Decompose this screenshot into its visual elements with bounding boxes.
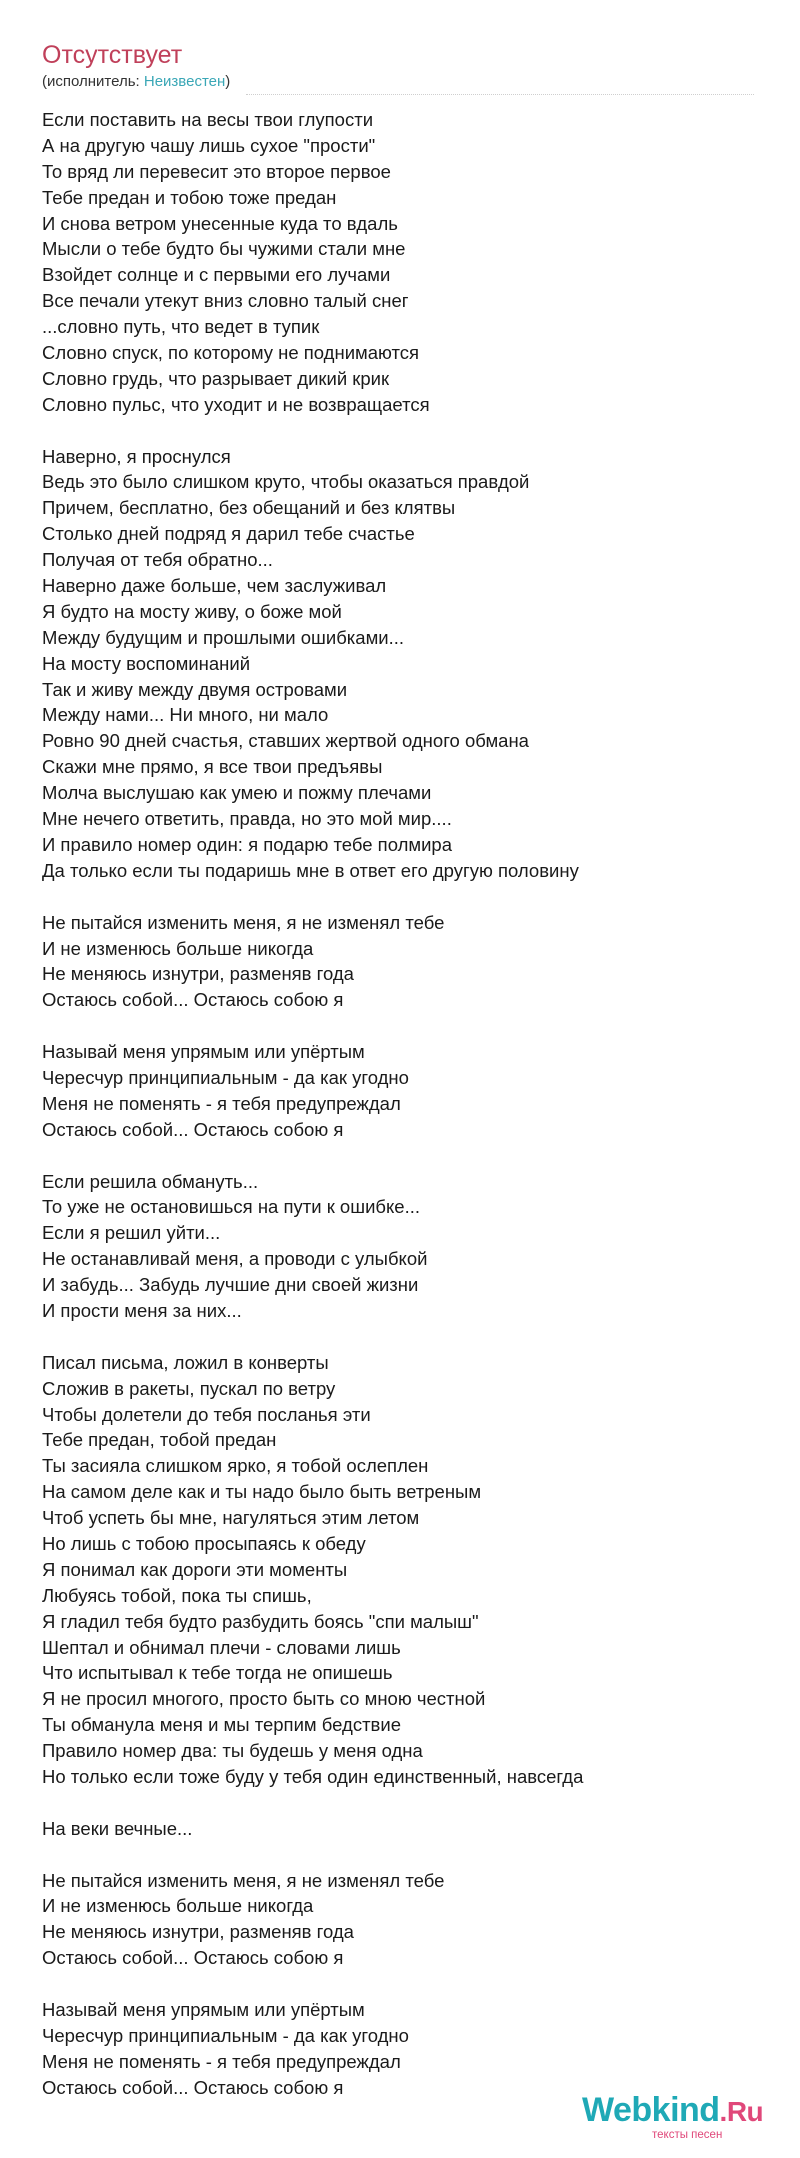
lyric-line: Если решила обмануть... (42, 1170, 259, 1192)
lyric-line: Не меняюсь изнутри, разменяв года (42, 1921, 354, 1943)
lyric-line: Ведь это было слишком круто, чтобы оказаться правдой (42, 471, 530, 493)
lyric-line: Молча выслушаю как умею и пожму плечами (42, 782, 432, 804)
lyric-line: Между нами... Ни много, ни мало (42, 704, 329, 726)
lyric-line: Не пытайся изменить меня, я не изменял тебе (42, 911, 445, 933)
lyric-line: Я не просил многого, просто быть со мною честной (42, 1688, 486, 1710)
lyric-line: Получая от тебя обратно... (42, 549, 273, 571)
lyric-line: Что испытывал к тебе тогда не опишешь (42, 1662, 393, 1684)
lyric-blank-line (42, 1842, 752, 1868)
artist-link[interactable]: Неизвестен (143, 73, 226, 90)
lyric-line: И забудь... Забудь лучшие дни своей жизни (42, 1274, 419, 1296)
artist-suffix: ) (225, 73, 231, 90)
lyric-line: Мне нечего ответить, правда, но это мой мир.... (42, 808, 452, 830)
lyric-line: Причем, бесплатно, без обещаний и без клятвы (42, 497, 456, 519)
lyric-line: Чересчур принципиальным - да как угодно (42, 2024, 409, 2046)
lyric-line: Я будто на мосту живу, о боже мой (42, 600, 342, 622)
lyric-line: Не меняюсь изнутри, разменяв года (42, 963, 354, 985)
lyric-blank-line (42, 1143, 752, 1169)
lyric-line: Ровно 90 дней счастья, ставших жертвой одного обмана (42, 730, 529, 752)
lyric-line: Тебе предан и тобою тоже предан (42, 186, 337, 208)
lyric-line: Мысли о тебе будто бы чужими стали мне (42, 238, 406, 260)
lyric-line: Чтоб успеть бы мне, нагуляться этим летом (42, 1507, 420, 1529)
lyric-line: Если поставить на весы твои глупости (42, 109, 374, 130)
lyric-line: Правило номер два: ты будешь у меня одна (42, 1740, 423, 1762)
lyric-line: Ты обманула меня и мы терпим бедствие (42, 1714, 401, 1736)
lyric-line: Словно спуск, по которому не поднимаются (42, 342, 420, 364)
lyric-line: Сложив в ракеты, пускал по ветру (42, 1377, 336, 1399)
lyric-line: И не изменюсь больше никогда (42, 1895, 314, 1917)
lyric-line: Взойдет солнце и с первыми его лучами (42, 264, 391, 286)
song-title: Отсутствует (42, 41, 183, 69)
watermark-logo (582, 2090, 763, 2132)
lyric-blank-line (42, 884, 752, 910)
lyric-line: Чтобы долетели до тебя посланья эти (42, 1403, 371, 1425)
lyric-line: Чересчур принципиальным - да как угодно (42, 1066, 409, 1088)
lyric-line: На самом деле как и ты надо было быть ветреным (42, 1481, 482, 1503)
lyric-line: Не останавливай меня, а проводи с улыбкой (42, 1248, 428, 1270)
lyric-line: Между будущим и прошлыми ошибками... (42, 626, 405, 648)
lyric-blank-line (42, 1013, 752, 1039)
lyric-line: Наверно, я проснулся (42, 445, 231, 467)
watermark-brand: Webkind (582, 2091, 720, 2129)
lyric-line: Я гладил тебя будто разбудить боясь "спи малыш" (42, 1610, 479, 1632)
lyric-line: Меня не поменять - я тебя предупреждал (42, 2050, 401, 2072)
watermark-tld: .Ru (719, 2096, 764, 2127)
lyric-line: Меня не поменять - я тебя предупреждал (42, 1092, 401, 1114)
artist-prefix: (исполнитель: (42, 73, 144, 90)
header-divider (246, 94, 754, 95)
lyric-line: А на другую чашу лишь сухое "прости" (42, 134, 376, 156)
watermark-tagline: тексты песен (652, 2129, 723, 2141)
lyric-line: Остаюсь собой... Остаюсь собою я (42, 1947, 344, 1969)
lyric-line: На мосту воспоминаний (42, 652, 251, 674)
lyric-line: Словно грудь, что разрывает дикий крик (42, 367, 390, 389)
lyric-line: То вряд ли перевесит это второе первое (42, 160, 391, 182)
lyric-blank-line (42, 418, 752, 444)
lyric-line: То уже не остановишься на пути к ошибке... (42, 1196, 421, 1218)
lyric-line: Наверно даже больше, чем заслуживал (42, 575, 387, 597)
lyric-line: Любуясь тобой, пока ты спишь, (42, 1584, 312, 1606)
lyric-line: И правило номер один: я подарю тебе полмира (42, 833, 453, 855)
lyric-line: Да только если ты подаришь мне в ответ его другую половину (42, 859, 579, 881)
lyric-blank-line (42, 1324, 752, 1350)
lyric-line: На веки вечные... (42, 1817, 193, 1839)
lyric-line: И прости меня за них... (42, 1299, 242, 1321)
lyric-line: И не изменюсь больше никогда (42, 937, 314, 959)
lyric-line: Писал письма, ложил в конверты (42, 1351, 329, 1373)
lyric-line: Все печали утекут вниз словно талый снег (42, 290, 409, 312)
lyric-line: Так и живу между двумя островами (42, 678, 348, 700)
lyric-line: Ты засияла слишком ярко, я тобой ослеплен (42, 1455, 429, 1477)
site-watermark (582, 2090, 782, 2150)
lyric-line: Остаюсь собой... Остаюсь собою я (42, 2076, 344, 2098)
lyric-line: ...словно путь, что ведет в тупик (42, 316, 320, 338)
lyric-line: Столько дней подряд я дарил тебе счастье (42, 523, 415, 545)
lyric-blank-line (42, 1790, 752, 1816)
lyric-line: Остаюсь собой... Остаюсь собою я (42, 989, 344, 1011)
lyric-line: Но только если тоже буду у тебя один единственный, навсегда (42, 1766, 584, 1787)
lyric-line: Называй меня упрямым или упёртым (42, 1999, 365, 2021)
artist-line (42, 72, 230, 92)
lyric-line: Но лишь с тобою просыпаясь к обеду (42, 1532, 366, 1554)
lyric-line: Шептал и обнимал плечи - словами лишь (42, 1636, 401, 1658)
lyric-line: Называй меня упрямым или упёртым (42, 1041, 365, 1063)
lyric-line: Я понимал как дороги эти моменты (42, 1558, 348, 1580)
lyrics-text (42, 107, 752, 2101)
lyric-line: Тебе предан, тобой предан (42, 1429, 277, 1451)
lyric-blank-line (42, 1971, 752, 1997)
lyric-line: И снова ветром унесенные куда то вдаль (42, 212, 398, 234)
lyric-line: Если я решил уйти... (42, 1222, 221, 1244)
lyric-line: Не пытайся изменить меня, я не изменял тебе (42, 1869, 445, 1891)
lyric-line: Остаюсь собой... Остаюсь собою я (42, 1118, 344, 1140)
lyric-line: Словно пульс, что уходит и не возвращается (42, 393, 430, 415)
lyric-line: Скажи мне прямо, я все твои предъявы (42, 756, 383, 778)
